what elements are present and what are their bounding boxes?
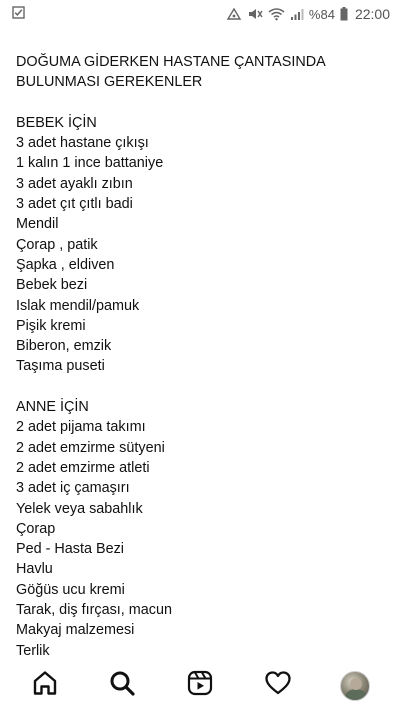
mother-section-heading: ANNE İÇİN — [16, 399, 89, 416]
baby-section-heading: BEBEK İÇİN — [16, 114, 97, 131]
profile-button[interactable] — [333, 664, 377, 708]
alarm-icon — [226, 7, 242, 21]
home-icon — [31, 669, 59, 702]
bottom-nav — [0, 660, 400, 711]
status-left — [12, 6, 25, 22]
list-item: Havlu — [16, 561, 53, 578]
list-item: 2 adet pijama takımı — [16, 419, 146, 436]
list-item: Yelek veya sabahlık — [16, 500, 143, 517]
list-item: 3 adet çıt çıtlı badi — [16, 196, 133, 213]
avatar — [340, 671, 370, 701]
list-item: Makyaj malzemesi — [16, 622, 135, 639]
list-item: 2 adet emzirme sütyeni — [16, 439, 165, 456]
document — [16, 52, 388, 661]
list-item: 2 adet emzirme atleti — [16, 459, 150, 476]
wifi-icon — [268, 7, 285, 21]
heart-icon — [264, 669, 292, 702]
list-item: Taşıma puseti — [16, 358, 105, 375]
mute-icon — [247, 7, 263, 21]
list-item: Çorap , patik — [16, 236, 98, 253]
status-bar — [0, 0, 400, 28]
checkbox-notification-icon — [12, 6, 25, 22]
search-icon — [108, 669, 136, 702]
list-item: Terlik — [16, 642, 50, 659]
battery-icon — [340, 7, 348, 21]
list-item: Mendil — [16, 216, 59, 233]
list-item: Göğüs ucu kremi — [16, 581, 125, 598]
list-item: Biberon, emzik — [16, 338, 112, 355]
search-button[interactable] — [100, 664, 144, 708]
battery-percent: %84 — [308, 6, 335, 22]
list-item: Pişik kremi — [16, 317, 86, 334]
status-right — [226, 6, 390, 22]
list-item: 3 adet iç çamaşırı — [16, 480, 130, 497]
clock: 22:00 — [354, 6, 390, 22]
list-item: Islak mendil/pamuk — [16, 297, 140, 314]
title-line-2: BULUNMASI GEREKENLER — [16, 74, 203, 91]
list-item: 3 adet ayaklı zıbın — [16, 175, 133, 192]
list-item: Bebek bezi — [16, 277, 88, 294]
baby-section — [16, 113, 388, 377]
reels-icon — [186, 669, 214, 702]
home-button[interactable] — [23, 664, 67, 708]
list-item: Çorap — [16, 520, 56, 537]
list-item: Ped - Hasta Bezi — [16, 541, 124, 558]
list-item: Şapka , eldiven — [16, 256, 115, 273]
reels-button[interactable] — [178, 664, 222, 708]
title-line-1: DOĞUMA GİDERKEN HASTANE ÇANTASINDA — [16, 54, 326, 70]
list-item: 3 adet hastane çıkışı — [16, 135, 149, 152]
signal-icon — [290, 8, 304, 21]
activity-button[interactable] — [256, 664, 300, 708]
list-item: 1 kalın 1 ince battaniye — [16, 155, 164, 172]
list-item: Tarak, diş fırçası, macun — [16, 602, 172, 619]
mother-section — [16, 397, 388, 661]
